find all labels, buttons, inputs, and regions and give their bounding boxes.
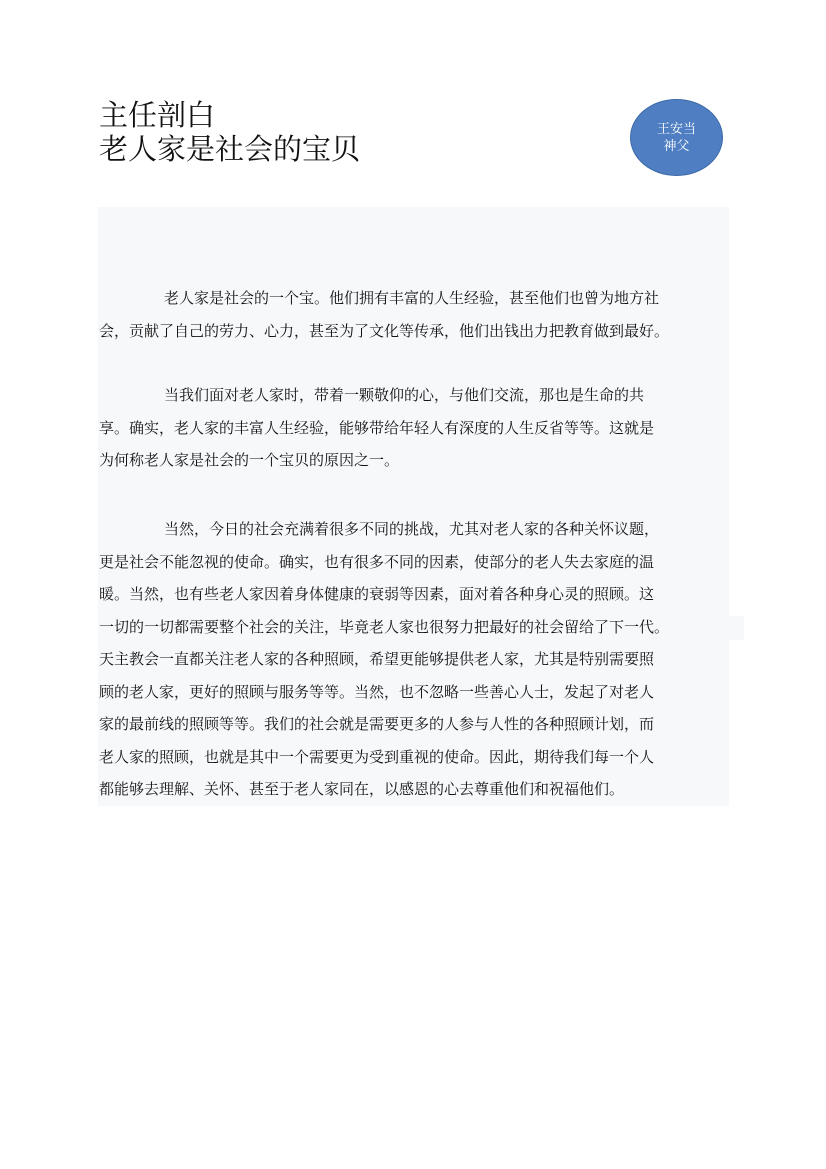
paragraph-2 [99,379,744,477]
article-headline: 老人家是社会的宝贝 [99,132,361,166]
paragraph-line: 当然，今日的社会充满着很多不同的挑战，尤其对老人家的各种关怀议题， [164,520,660,538]
author-title: 神父 [663,138,690,154]
paragraph-1 [99,282,744,347]
paragraph-line: 一切的一切都需要整个社会的关注，毕竟老人家也很努力把最好的社会留给了下一代。 [99,617,670,636]
paragraph-line: 暖。当然，也有些老人家因着身体健康的衰弱等因素，面对着各种身心灵的照顾。这 [99,585,655,603]
paragraph-line: 老人家是社会的一个宝。他们拥有丰富的人生经验，甚至他们也曾为地方社 [164,289,660,307]
paragraph-line: 更是社会不能忽视的使命。确实，也有很多不同的因素，使部分的老人失去家庭的温 [99,552,655,571]
paragraph-line: 天主教会一直都关注老人家的各种照顾，希望更能够提供老人家，尤其是特别需要照 [99,650,655,668]
article-title [99,98,579,166]
paragraph-line: 都能够去理解、关怀、甚至于老人家同在，以感恩的心去尊重他们和祝福他们。 [99,780,625,798]
paragraph-3 [99,513,744,806]
paragraph-line: 会，贡献了自己的劳力、心力，甚至为了文化等传承，他们出钱出力把教育做到最好。 [99,321,670,340]
author-name: 王安当 [656,121,696,137]
paragraph-line: 顾的老人家，更好的照顾与服务等等。当然，也不忽略一些善心人士，发起了对老人 [99,682,655,701]
author-badge [630,99,723,176]
paragraph-line: 当我们面对老人家时，带着一颗敬仰的心，与他们交流，那也是生命的共 [164,386,645,404]
section-heading: 主任剖白 [99,98,216,132]
paragraph-line: 老人家的照顾，也就是其中一个需要更为受到重视的使命。因此，期待我们每一个人 [99,747,655,766]
paragraph-line: 享。确实，老人家的丰富人生经验，能够带给年轻人有深度的人生反省等等。这就是 [99,418,655,437]
paragraph-line: 家的最前线的照顾等等。我们的社会就是需要更多的人参与人性的各种照顾计划，而 [99,715,655,733]
paragraph-line: 为何称老人家是社会的一个宝贝的原因之一。 [99,451,400,469]
